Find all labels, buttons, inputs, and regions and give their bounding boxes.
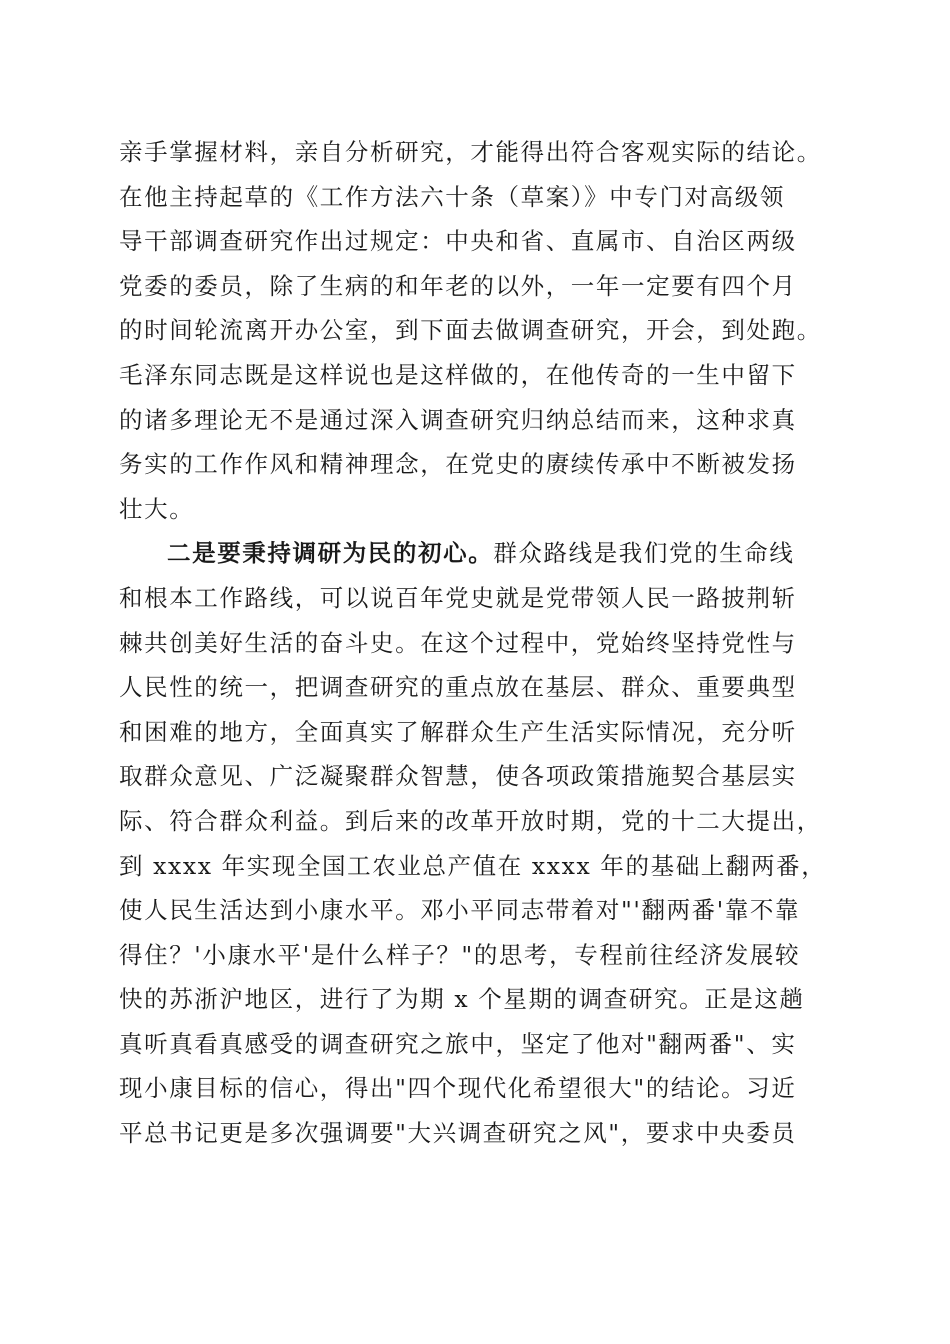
text-line: 使人民生活达到小康水平。邓小平同志带着对"'翻两番'靠不靠: [119, 896, 801, 925]
text-line: 毛泽东同志既是这样说也是这样做的，在他传奇的一生中留下: [119, 360, 797, 389]
text-line: 际、符合群众利益。到后来的改革开放时期，党的十二大提出，: [119, 806, 822, 835]
text-line: 导干部调查研究作出过规定：中央和省、直属市、自治区两级: [119, 227, 797, 256]
text-line: 在他主持起草的《工作方法六十条（草案）》中专门对高级领: [119, 182, 785, 211]
text-line: 快的苏浙沪地区，进行了为期 x 个星期的调查研究。正是这趟: [119, 985, 805, 1014]
paragraph-heading: 二是要秉持调研为民的初心。: [167, 539, 494, 568]
text-line: 得住？'小康水平'是什么样子？"的思考，专程前往经济发展较: [119, 940, 801, 969]
text-line: 平总书记更是多次强调要"大兴调查研究之风"，要求中央委员: [119, 1119, 797, 1148]
text-line: 真听真看真感受的调查研究之旅中，坚定了他对"翻两番"、实: [119, 1029, 797, 1058]
paragraph-2: [119, 531, 839, 1155]
text-line: 壮大。: [119, 494, 195, 523]
text-line: 的时间轮流离开办公室，到下面去做调查研究，开会，到处跑。: [119, 316, 822, 345]
text-line: 棘共创美好生活的奋斗史。在这个过程中，党始终坚持党性与: [119, 628, 797, 657]
text-line: 和困难的地方，全面真实了解群众生产生活实际情况，充分听: [119, 717, 797, 746]
paragraph-first-line-text: 群众路线是我们党的生命线: [493, 539, 795, 568]
document-body: [119, 130, 839, 1156]
text-line: 务实的工作作风和精神理念，在党史的赓续传承中不断被发扬: [119, 450, 797, 479]
text-line: 和根本工作路线，可以说百年党史就是党带领人民一路披荆斩: [119, 583, 797, 612]
paragraph-1: [119, 130, 839, 531]
paragraph-first-line: [119, 531, 839, 576]
text-line: 的诸多理论无不是通过深入调查研究归纳总结而来，这种求真: [119, 405, 797, 434]
text-line: 现小康目标的信心，得出"四个现代化希望很大"的结论。习近: [119, 1074, 797, 1103]
text-line: 人民性的统一，把调查研究的重点放在基层、群众、重要典型: [119, 673, 797, 702]
text-line: 取群众意见、广泛凝聚群众智慧，使各项政策措施契合基层实: [119, 762, 797, 791]
text-line: 党委的委员，除了生病的和年老的以外，一年一定要有四个月: [119, 271, 797, 300]
text-line: 亲手掌握材料，亲自分析研究，才能得出符合客观实际的结论。: [119, 138, 822, 166]
text-line: 到 xxxx 年实现全国工农业总产值在 xxxx 年的基础上翻两番，: [119, 851, 827, 880]
